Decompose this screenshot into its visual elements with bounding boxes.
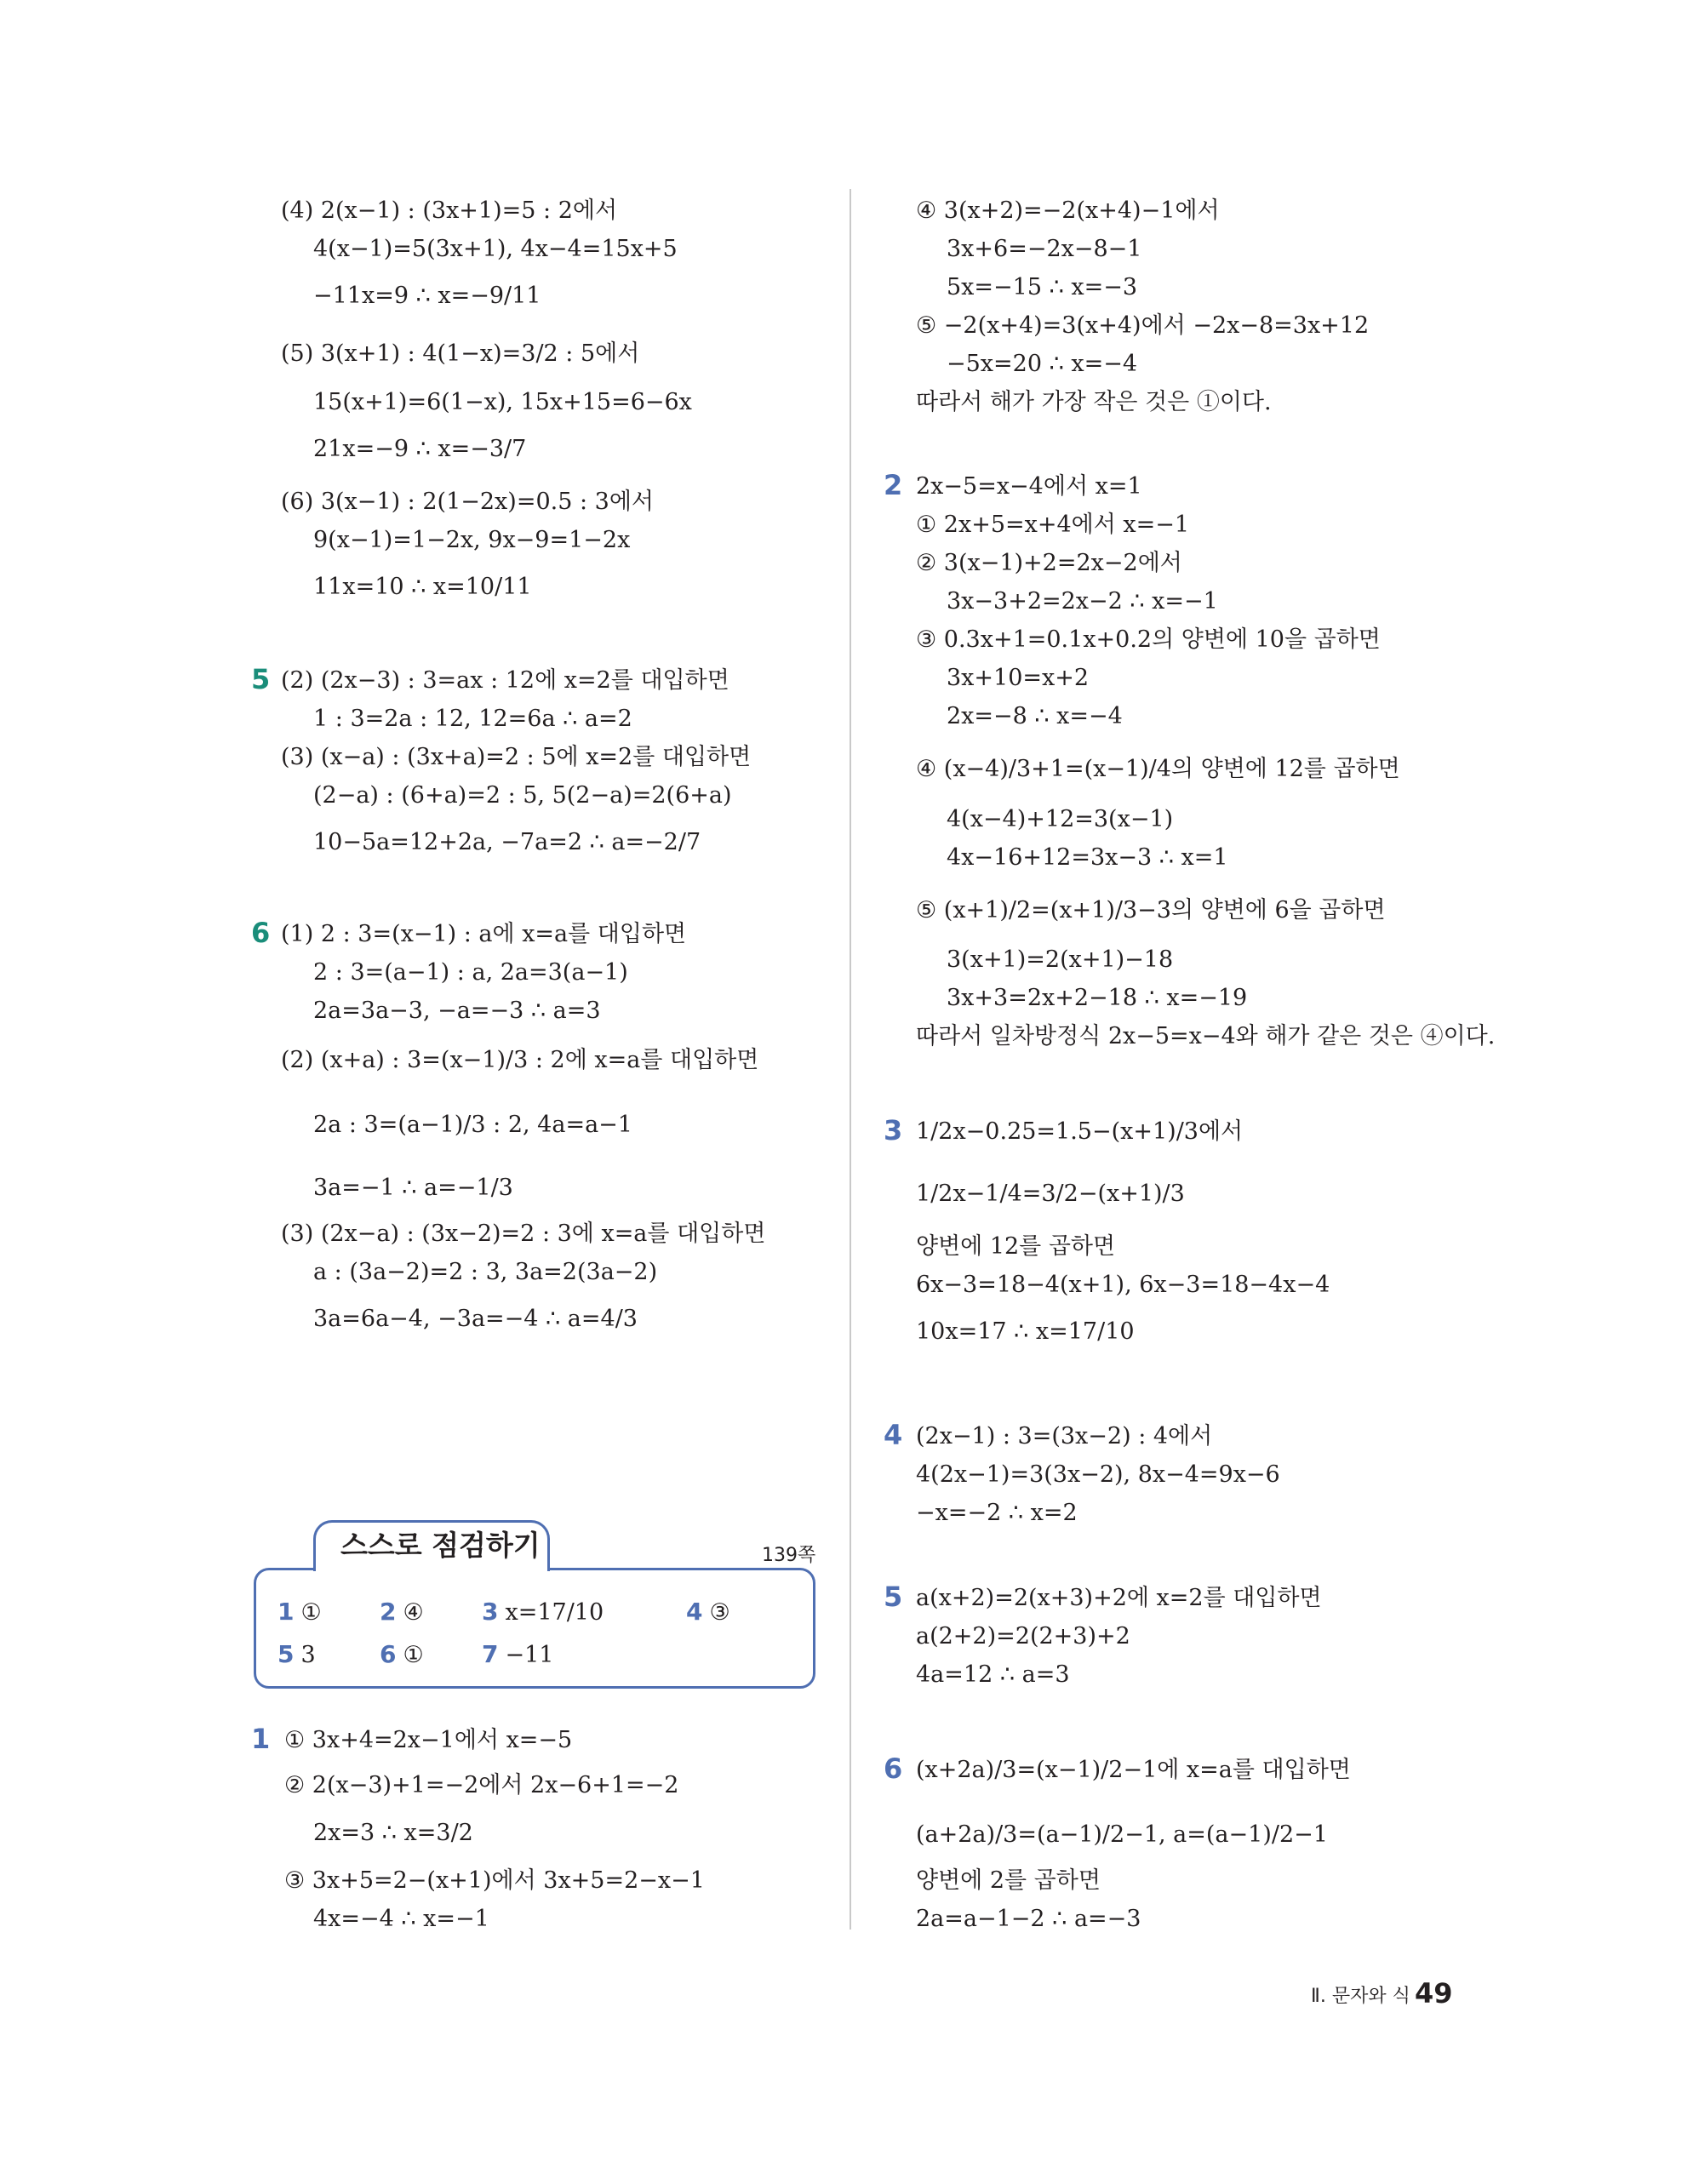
review-answer-7 bbox=[482, 1639, 553, 1671]
q1-line2: ② 2(x−3)+1=−2에서 2x−6+1=−2 bbox=[284, 1772, 679, 1798]
review-answer-value: ① bbox=[403, 1642, 424, 1668]
q1-line5: 4x=−4 ∴ x=−1 bbox=[313, 1906, 489, 1932]
review-answer-2 bbox=[380, 1597, 424, 1628]
q3-line5: 10x=17 ∴ x=17/10 bbox=[916, 1318, 1135, 1345]
review-answer-4 bbox=[686, 1597, 730, 1628]
p5-line1: (2) (2x−3) : 3=ax : 12에 x=2를 대입하면 bbox=[281, 667, 729, 694]
r1-line2: 3x+6=−2x−8−1 bbox=[947, 236, 1142, 262]
q6-line2: (a+2a)/3=(a−1)/2−1, a=(a−1)/2−1 bbox=[916, 1821, 1328, 1848]
q5-line1: a(x+2)=2(x+3)+2에 x=2를 대입하면 bbox=[916, 1585, 1322, 1611]
problem-number-3: 3 bbox=[884, 1114, 903, 1146]
review-answer-value: ① bbox=[300, 1599, 322, 1626]
column-divider bbox=[850, 189, 851, 1930]
review-answer-1 bbox=[277, 1597, 322, 1628]
problem-number-6-right: 6 bbox=[884, 1752, 903, 1785]
q2-line7: 2x=−8 ∴ x=−4 bbox=[947, 703, 1123, 729]
chapter-label: Ⅱ. 문자와 식 bbox=[1311, 1986, 1410, 2007]
review-answer-6 bbox=[380, 1639, 424, 1671]
review-answer-number: 4 bbox=[686, 1598, 703, 1626]
p6-line2: 2 : 3=(a−1) : a, 2a=3(a−1) bbox=[313, 959, 628, 986]
review-answer-number: 1 bbox=[277, 1598, 295, 1626]
q1-line4: ③ 3x+5=2−(x+1)에서 3x+5=2−x−1 bbox=[284, 1867, 705, 1894]
p6-line1: (1) 2 : 3=(x−1) : a에 x=a를 대입하면 bbox=[281, 921, 687, 947]
q2-line9: 4(x−4)+12=3(x−1) bbox=[947, 806, 1174, 832]
problem-number-2: 2 bbox=[884, 469, 903, 501]
q2-line10: 4x−16+12=3x−3 ∴ x=1 bbox=[947, 844, 1228, 871]
p4-6-line1: (6) 3(x−1) : 2(1−2x)=0.5 : 3에서 bbox=[281, 489, 654, 515]
p4-4-line2: 4(x−1)=5(3x+1), 4x−4=15x+5 bbox=[313, 236, 678, 262]
p6-line6: 3a=−1 ∴ a=−1/3 bbox=[313, 1175, 513, 1201]
p5-line3: (3) (x−a) : (3x+a)=2 : 5에 x=2를 대입하면 bbox=[281, 744, 752, 770]
review-page-ref: 139쪽 bbox=[762, 1545, 816, 1566]
problem-number-5: 5 bbox=[251, 663, 271, 695]
review-answer-number: 3 bbox=[482, 1598, 499, 1626]
p6-line9: 3a=6a−4, −3a=−4 ∴ a=4/3 bbox=[313, 1306, 638, 1332]
review-answer-number: 5 bbox=[277, 1640, 295, 1668]
review-answer-value: x=17/10 bbox=[505, 1599, 604, 1626]
q3-line3: 양변에 12를 곱하면 bbox=[916, 1233, 1116, 1260]
p4-5-line1: (5) 3(x+1) : 4(1−x)=3/2 : 5에서 bbox=[281, 340, 640, 367]
p5-line2: 1 : 3=2a : 12, 12=6a ∴ a=2 bbox=[313, 706, 632, 732]
q2-line3: ② 3(x−1)+2=2x−2에서 bbox=[916, 550, 1182, 576]
review-answer-value: ④ bbox=[403, 1599, 424, 1626]
review-answer-value: 3 bbox=[300, 1642, 316, 1668]
q4-line3: −x=−2 ∴ x=2 bbox=[916, 1500, 1078, 1526]
q6-line1: (x+2a)/3=(x−1)/2−1에 x=a를 대입하면 bbox=[916, 1757, 1351, 1783]
q6-line3: 양변에 2를 곱하면 bbox=[916, 1867, 1101, 1894]
p6-line8: a : (3a−2)=2 : 3, 3a=2(3a−2) bbox=[313, 1259, 658, 1285]
q1-line1: ① 3x+4=2x−1에서 x=−5 bbox=[284, 1727, 573, 1753]
q2-line12: 3(x+1)=2(x+1)−18 bbox=[947, 946, 1174, 973]
q4-line2: 4(2x−1)=3(3x−2), 8x−4=9x−6 bbox=[916, 1461, 1280, 1488]
r1-line1: ④ 3(x+2)=−2(x+4)−1에서 bbox=[916, 197, 1220, 224]
review-title: 스스로 점검하기 bbox=[340, 1529, 541, 1562]
q2-line4: 3x−3+2=2x−2 ∴ x=−1 bbox=[947, 588, 1218, 615]
r1-line5: −5x=20 ∴ x=−4 bbox=[947, 351, 1138, 377]
review-answer-number: 2 bbox=[380, 1598, 397, 1626]
q5-line2: a(2+2)=2(2+3)+2 bbox=[916, 1623, 1130, 1649]
review-answer-number: 7 bbox=[482, 1640, 499, 1668]
review-answer-number: 6 bbox=[380, 1640, 397, 1668]
q2-line11: ⑤ (x+1)/2=(x+1)/3−3의 양변에 6을 곱하면 bbox=[916, 897, 1386, 923]
q3-line4: 6x−3=18−4(x+1), 6x−3=18−4x−4 bbox=[916, 1272, 1330, 1298]
q2-line13: 3x+3=2x+2−18 ∴ x=−19 bbox=[947, 985, 1248, 1011]
q2-line8: ④ (x−4)/3+1=(x−1)/4의 양변에 12를 곱하면 bbox=[916, 756, 1400, 782]
p6-line5: 2a : 3=(a−1)/3 : 2, 4a=a−1 bbox=[313, 1112, 632, 1138]
review-answer-value: −11 bbox=[505, 1642, 554, 1668]
p5-line5: 10−5a=12+2a, −7a=2 ∴ a=−2/7 bbox=[313, 829, 701, 855]
r1-line6: 따라서 해가 가장 작은 것은 ①이다. bbox=[916, 389, 1272, 415]
problem-number-6: 6 bbox=[251, 917, 271, 949]
q2-line5: ③ 0.3x+1=0.1x+0.2의 양변에 10을 곱하면 bbox=[916, 626, 1381, 653]
problem-number-1: 1 bbox=[251, 1723, 271, 1755]
q2-line2: ① 2x+5=x+4에서 x=−1 bbox=[916, 512, 1190, 538]
q2-line14: 따라서 일차방정식 2x−5=x−4와 해가 같은 것은 ④이다. bbox=[916, 1023, 1496, 1049]
q1-line3: 2x=3 ∴ x=3/2 bbox=[313, 1820, 473, 1846]
p4-5-line2: 15(x+1)=6(1−x), 15x+15=6−6x bbox=[313, 389, 692, 415]
problem-number-4: 4 bbox=[884, 1419, 903, 1451]
p4-5-line3: 21x=−9 ∴ x=−3/7 bbox=[313, 436, 527, 462]
q5-line3: 4a=12 ∴ a=3 bbox=[916, 1661, 1070, 1688]
p5-line4: (2−a) : (6+a)=2 : 5, 5(2−a)=2(6+a) bbox=[313, 782, 732, 809]
q2-line6: 3x+10=x+2 bbox=[947, 665, 1090, 691]
p6-line4: (2) (x+a) : 3=(x−1)/3 : 2에 x=a를 대입하면 bbox=[281, 1047, 759, 1073]
q2-line1: 2x−5=x−4에서 x=1 bbox=[916, 473, 1142, 500]
p4-6-line2: 9(x−1)=1−2x, 9x−9=1−2x bbox=[313, 527, 631, 553]
p6-line3: 2a=3a−3, −a=−3 ∴ a=3 bbox=[313, 998, 601, 1024]
p4-6-line3: 11x=10 ∴ x=10/11 bbox=[313, 574, 532, 600]
page-number: 49 bbox=[1415, 1977, 1453, 2010]
problem-number-5-right: 5 bbox=[884, 1581, 903, 1613]
p6-line7: (3) (2x−a) : (3x−2)=2 : 3에 x=a를 대입하면 bbox=[281, 1221, 766, 1247]
r1-line4: ⑤ −2(x+4)=3(x+4)에서 −2x−8=3x+12 bbox=[916, 312, 1370, 339]
review-answer-5 bbox=[277, 1639, 316, 1671]
review-answer-3 bbox=[482, 1597, 604, 1628]
r1-line3: 5x=−15 ∴ x=−3 bbox=[947, 274, 1138, 300]
p4-4-line3: −11x=9 ∴ x=−9/11 bbox=[313, 283, 541, 309]
q6-line4: 2a=a−1−2 ∴ a=−3 bbox=[916, 1906, 1141, 1932]
q3-line2: 1/2x−1/4=3/2−(x+1)/3 bbox=[916, 1181, 1185, 1207]
q4-line1: (2x−1) : 3=(3x−2) : 4에서 bbox=[916, 1423, 1213, 1449]
q3-line1: 1/2x−0.25=1.5−(x+1)/3에서 bbox=[916, 1118, 1244, 1145]
p4-4-line1: (4) 2(x−1) : (3x+1)=5 : 2에서 bbox=[281, 197, 618, 224]
review-answer-value: ③ bbox=[709, 1599, 730, 1626]
